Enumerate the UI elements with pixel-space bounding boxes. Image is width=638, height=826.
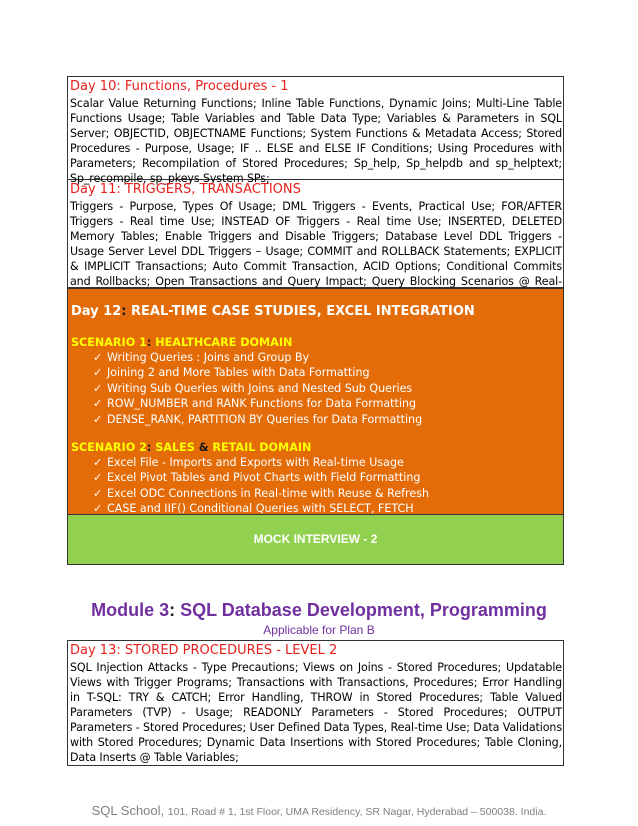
list-item-text: DENSE_RANK, PARTITION BY Queries for Data Formatting (107, 412, 423, 426)
list-item-text: Excel ODC Connections in Real-time with Reuse & Refresh (107, 486, 430, 500)
scenario2-name-b: RETAIL DOMAIN (208, 441, 312, 455)
day11-title: Day 11: TRIGGERS, TRANSACTIONS (70, 182, 301, 197)
scenario2-amp: & (198, 441, 209, 455)
curriculum-box-bottom (67, 640, 564, 766)
check-icon: ✓ (93, 412, 103, 426)
module-title-sep: : (169, 600, 176, 620)
scenario1-label: SCENARIO 1 (71, 336, 147, 349)
list-item-text: Writing Sub Queries with Joins and Nested Sub Queries (107, 381, 413, 395)
scenario1-list (71, 350, 563, 427)
day12-title-rest: REAL-TIME CASE STUDIES, EXCEL INTEGRATION (126, 304, 475, 319)
mock-interview-banner: MOCK INTERVIEW - 2 (67, 515, 564, 565)
list-item (93, 486, 563, 501)
day12-section (67, 288, 564, 515)
day10-title: Day 10: Functions, Procedures - 1 (70, 79, 289, 94)
list-item-text: Joining 2 and More Tables with Data Formatting (107, 366, 370, 380)
module-title-name: SQL Database Development, Programming (175, 600, 547, 620)
day11-body: Triggers - Purpose, Types Of Usage; DML Triggers - Events, Practical Use; FOR/AFTER Triggers - Real time Use; INSTEAD OF Triggers - Real time Use; INSERTED, DELETED Memory Tables; Enable Triggers and Disable Triggers; Database Level DDL Triggers - Usage Server Level DDL Triggers – Usage; COMMIT and ROLLBACK Statements; EXPLICIT & IMPLICIT Transactions; Auto Commit Transaction, ACID Options; Conditional Commits and Rollbacks; Open Transactions and Query Impact; Query Blocking Scenarios @ Real- (70, 200, 562, 288)
module-title (0, 600, 638, 621)
day13-body: SQL Injection Attacks - Type Precautions; Views on Joins - Stored Procedures; Updatable Views with Trigger Programs; Transactions with Transactions, Procedures; Error Handling in T-SQL: TRY & CATCH; Error Handling, THROW in Stored Procedures; Table Valued Parameters (TVP) - Usage; READONLY Parameters - Stored Procedures; OUTPUT Parameters - Stored Procedures; User Defined Data Types, Real-time Use; Data Validations with Stored Procedures; Dynamic Data Insertions with Stored Procedures; Table Cloning, Data Inserts @ Table Variables; (70, 661, 562, 764)
day12-title-num: Day 12 (71, 304, 122, 319)
day10-section (68, 77, 563, 185)
day11-section (68, 180, 563, 288)
footer-address: 101, Road # 1, 1st Floor, UMA Residency, SR Nagar, Hyderabad – 500038. India. (167, 806, 547, 818)
footer-brand: SQL School, (91, 803, 168, 818)
list-item-text: Excel Pivot Tables and Pivot Charts with Field Formatting (107, 471, 421, 485)
list-item (93, 381, 563, 396)
list-item-text: ROW_NUMBER and RANK Functions for Data Formatting (107, 397, 417, 411)
list-item-text: Writing Queries : Joins and Group By (107, 351, 310, 364)
curriculum-box-top (67, 76, 564, 288)
scenario2-sep: : (146, 441, 152, 455)
scenario1-name: HEALTHCARE DOMAIN (151, 336, 293, 349)
day12-title-sep: : (121, 304, 127, 319)
check-icon: ✓ (93, 381, 103, 395)
list-item (93, 365, 563, 380)
list-item (93, 470, 563, 485)
check-icon: ✓ (93, 397, 103, 411)
day13-section (68, 641, 563, 765)
scenario2-name-a: SALES (151, 441, 199, 455)
check-icon: ✓ (93, 351, 103, 364)
list-item (93, 396, 563, 411)
scenario1-heading (71, 335, 563, 350)
check-icon: ✓ (93, 486, 103, 500)
check-icon: ✓ (93, 471, 103, 485)
day12-title (71, 303, 563, 321)
day13-title: Day 13: STORED PROCEDURES - LEVEL 2 (70, 643, 338, 658)
day10-body: Scalar Value Returning Functions; Inline Table Functions, Dynamic Joins; Multi-Line Table Functions Usage; Table Variables and Table Data Type; Variables & Parameters in SQL Server; OBJECTID, OBJECTNAME Functions; System Functions & Metadata Access; Stored Procedures - Purpose, Usage; IF .. ELSE and ELSE IF Conditions; Using Procedures with Parameters; Recompilation of Stored Procedures; Sp_help, Sp_helpdb and sp_helptext; Sp_recompile, sp_pkeys System SPs; (70, 97, 562, 185)
check-icon: ✓ (93, 366, 103, 380)
check-icon: ✓ (93, 456, 103, 470)
module-subtitle: Applicable for Plan B (263, 623, 375, 637)
page-footer (0, 802, 638, 820)
scenario1-sep: : (146, 336, 152, 349)
list-item-text: Excel File - Imports and Exports with Real-time Usage (107, 456, 404, 470)
list-item (93, 455, 563, 470)
check-icon: ✓ (93, 502, 103, 516)
list-item-text: CASE and IIF() Conditional Queries with SELECT, FETCH (107, 502, 414, 516)
module-title-number: Module 3 (91, 600, 170, 620)
scenario2-heading (71, 440, 563, 455)
scenario2-label: SCENARIO 2 (71, 441, 147, 455)
list-item (93, 350, 563, 365)
list-item (93, 412, 563, 427)
